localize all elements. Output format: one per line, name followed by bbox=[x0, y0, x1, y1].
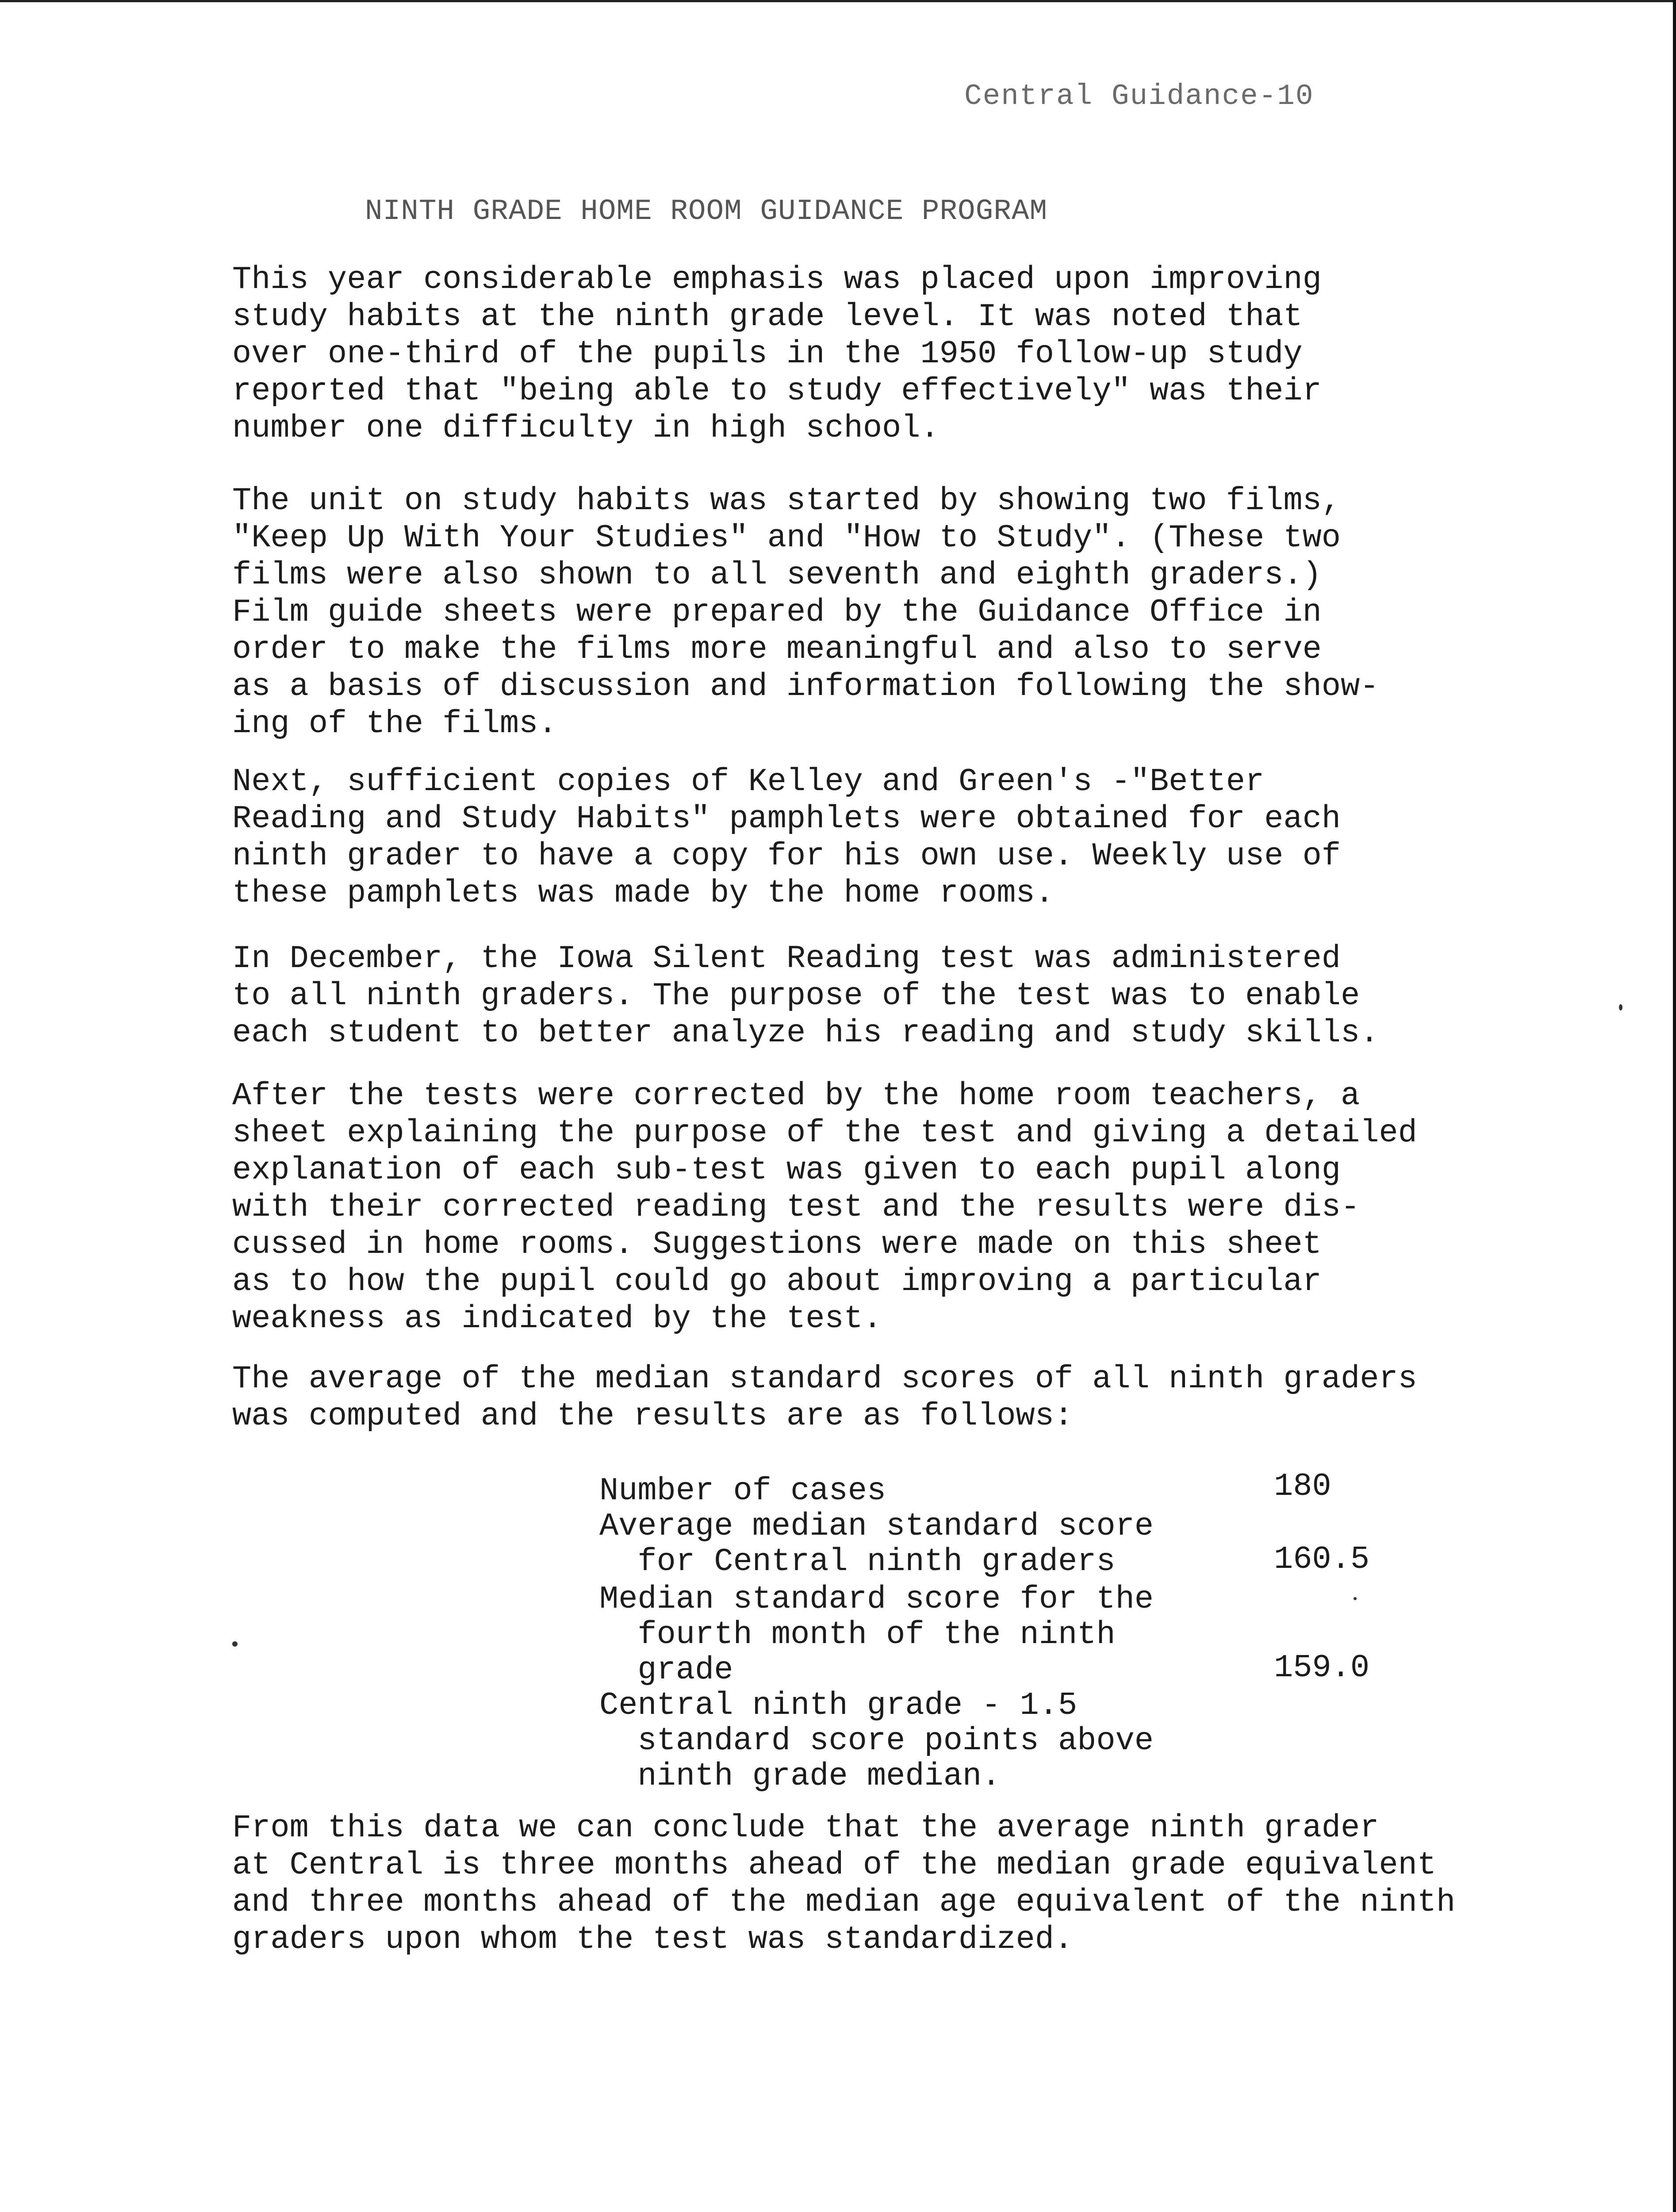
scan-speck bbox=[232, 1641, 238, 1647]
paragraph-conclusion: From this data we can conclude that the average ninth grader at Central is three months ahead of the median grade equivalent and three months ahead of the median age equivalent of the ninth graders upon whom the test was standardized. bbox=[232, 1810, 1456, 1958]
paragraph-study-emphasis: This year considerable emphasis was placed upon improving study habits at the ninth grade level. It was noted that over one-third of the pupils in the 1950 follow-up study reported that "being able to study effectively" was their number one difficulty in high school. bbox=[232, 261, 1322, 446]
page-reference: Central Guidance-10 bbox=[964, 80, 1314, 113]
scan-speck bbox=[1619, 1004, 1622, 1010]
document-title: NINTH GRADE HOME ROOM GUIDANCE PROGRAM bbox=[365, 195, 1048, 228]
paragraph-pamphlets: Next, sufficient copies of Kelley and Green's -"Better Reading and Study Habits" pamphlets were obtained for each ninth grader to have a copy for his own use. Weekly use of these pamphlets was made by the home rooms. bbox=[232, 764, 1341, 911]
page-right-edge bbox=[1673, 0, 1676, 2212]
cases-value: 180 bbox=[1274, 1468, 1331, 1505]
median-score-value: 159.0 bbox=[1274, 1650, 1370, 1686]
paragraph-test-results: After the tests were corrected by the home room teachers, a sheet explaining the purpose of the test and giving a detailed explanation of each sub-test was given to each pupil along with their corrected reading test and the results were dis- cussed in home rooms. Suggestions were made on this sheet as to how the pupil could go about improving a particular weakness as indicated by the test. bbox=[232, 1078, 1417, 1337]
cases-label: Number of cases bbox=[599, 1473, 886, 1509]
paragraph-study-films: The unit on study habits was started by showing two films, "Keep Up With Your Studies" and "How to Study". (These two films were also shown to all seventh and eighth graders.) Film guide sheets were prepared by the Guidance Office in order to make the films more meaningful and also to serve as a basis of discussion and information following the show- ing of the films. bbox=[232, 483, 1379, 742]
paragraph-average-intro: The average of the median standard scores of all ninth graders was computed and the results are as follows: bbox=[232, 1361, 1417, 1434]
median-score-label: Median standard score for the fourth month of the ninth grade bbox=[599, 1581, 1154, 1688]
paragraph-iowa-test: In December, the Iowa Silent Reading test was administered to all ninth graders. The purpose of the test was to enable each student to better analyze his reading and study skills. bbox=[232, 941, 1379, 1051]
page-top-edge bbox=[0, 0, 1676, 2]
central-difference-label: Central ninth grade - 1.5 standard score points above ninth grade median. bbox=[599, 1687, 1154, 1794]
scan-speck bbox=[1354, 1597, 1357, 1600]
average-score-label: Average median standard score for Central ninth graders bbox=[599, 1508, 1154, 1580]
average-score-value: 160.5 bbox=[1274, 1541, 1370, 1578]
